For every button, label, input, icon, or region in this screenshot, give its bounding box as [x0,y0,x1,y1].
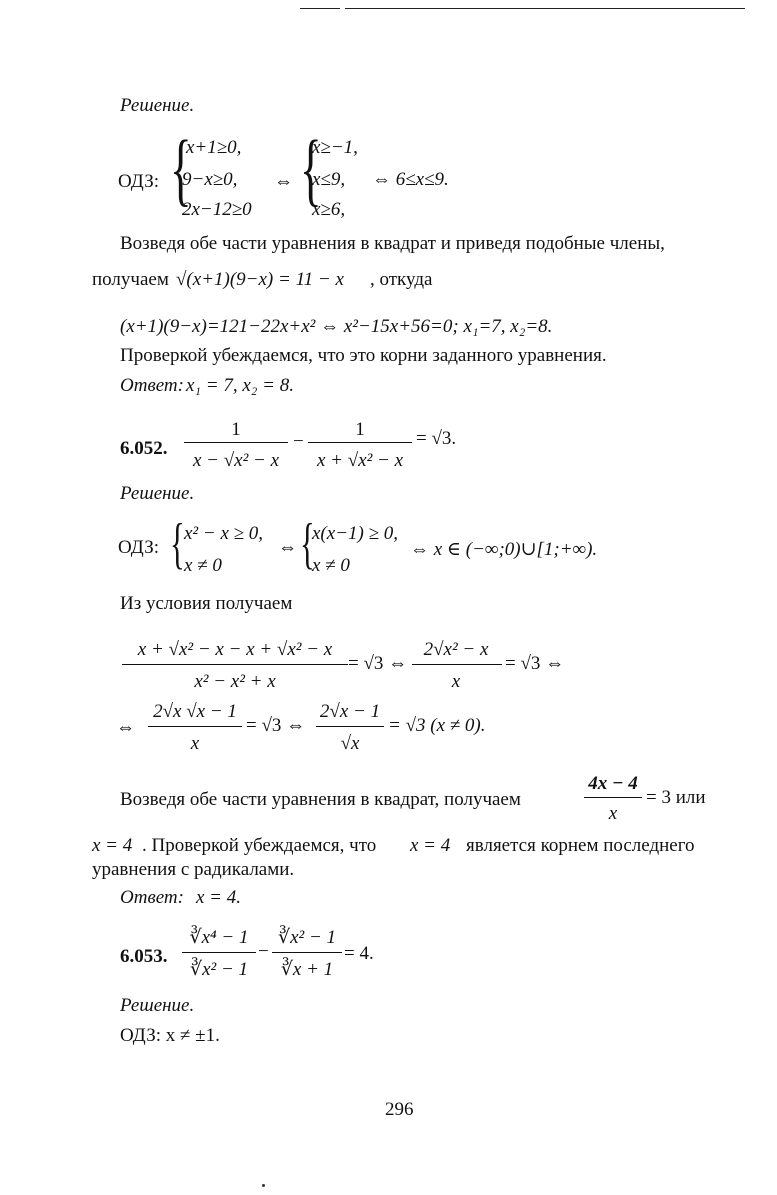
equation-rhs: = √3. [416,428,457,449]
fraction-numerator: x + √x² − x − x + √x² − x [137,639,333,660]
odz-label: ОДЗ: [118,537,160,558]
inline-value: x = 4 [410,835,451,856]
equiv-arrow: ⇔ [116,717,135,738]
paragraph: Из условия получаем [120,593,293,614]
paragraph: является корнем последнего [466,835,695,856]
equation-middle: = √3 ⇔ [246,715,306,736]
odz-condition: x ≠ 0 [184,555,222,576]
fraction-numerator: ∛x⁴ − 1 [189,927,249,948]
solution-label: Решение. [120,995,195,1016]
paragraph-prefix: получаем [92,269,169,290]
odz-label: ОДЗ: [118,171,160,192]
problem-number: 6.052. [120,438,168,459]
fraction-bar [412,664,502,665]
fraction-bar [316,726,384,727]
odz-condition: x≥6, [312,199,346,220]
odz-condition: x≥−1, [312,137,358,158]
fraction-numerator: 2√x − 1 [319,701,381,722]
fraction-denominator: x [451,671,461,692]
answer-value: x = 4. [196,887,242,908]
equation: (x+1)(9−x)=121−22x+x² ⇔ x²−15x+56=0; x₁=7, x₂=8. [120,316,553,337]
system-brace: { [170,513,185,575]
fraction-bar [272,952,342,953]
odz-statement: ОДЗ: x ≠ ±1. [120,1025,220,1046]
top-rule [300,8,340,9]
system-brace: { [300,123,322,214]
problem-number: 6.053. [120,946,168,967]
fraction-numerator: 2√x √x − 1 [153,701,237,722]
fraction-denominator: ∛x² − 1 [189,959,249,980]
odz-condition: x ≠ 0 [312,555,350,576]
paragraph: Возведя обе части уравнения в квадрат и приведя подобные члены, [120,233,665,254]
paragraph: Возведя обе части уравнения в квадрат, получаем [120,789,521,810]
paragraph-suffix: , откуда [370,269,433,290]
inline-value: x = 4 [92,835,133,856]
answer-label: Ответ: [120,887,184,908]
fraction-denominator: x + √x² − x [316,450,404,471]
fraction-denominator: x [190,733,200,754]
fraction-denominator: √x [340,733,360,754]
odz-condition: x+1≥0, [186,137,242,158]
equiv-arrow: ⇔ [274,171,293,192]
odz-result: ⇔ x ∈ (−∞;0)∪[1;+∞). [410,539,598,560]
system-brace: { [170,123,192,214]
scan-speck [262,1184,265,1187]
equation-end: = √3 (x ≠ 0). [388,715,486,736]
inline-equation: √(x+1)(9−x) = 11 − x [176,269,344,290]
odz-condition: 9−x≥0, [182,169,238,190]
minus-sign: − [293,431,304,452]
fraction-bar [122,664,348,665]
odz-condition: x² − x ≥ 0, [184,523,264,544]
fraction-numerator: 1 [355,419,365,440]
equation-middle: = √3 ⇔ [348,653,408,674]
solution-label: Решение. [120,95,195,116]
paragraph-end: = 3 или [646,787,706,808]
equiv-arrow: ⇔ [278,537,297,558]
system-brace: { [300,513,315,575]
fraction-bar [308,442,412,443]
fraction-numerator: ∛x² − 1 [277,927,337,948]
answer-label: Ответ: [120,375,184,396]
fraction-bar [148,726,242,727]
odz-result: ⇔ 6≤x≤9. [372,169,449,190]
top-rule [345,8,745,9]
answer-value: x₁ = 7, x₂ = 8. [186,375,294,396]
equation-rhs: = 4. [344,943,374,964]
solution-label: Решение. [120,483,195,504]
odz-condition: 2x−12≥0 [182,199,252,220]
fraction-bar [182,952,256,953]
odz-condition: x(x−1) ≥ 0, [312,523,399,544]
fraction-denominator: x [608,803,618,824]
fraction-bar [584,797,642,798]
fraction-bar [184,442,288,443]
odz-condition: x≤9, [312,169,346,190]
fraction-numerator: 1 [231,419,241,440]
page-number: 296 [385,1099,414,1120]
equation-end: = √3 ⇔ [505,653,565,674]
minus-sign: − [258,941,269,962]
fraction-numerator: 4x − 4 [588,773,638,794]
fraction-denominator: ∛x + 1 [280,959,334,980]
fraction-denominator: x − √x² − x [192,450,280,471]
paragraph: уравнения с радикалами. [92,859,295,880]
paragraph: . Проверкой убеждаемся, что [142,835,377,856]
paragraph: Проверкой убеждаемся, что это корни заданного уравнения. [120,345,607,366]
fraction-numerator: 2√x² − x [423,639,489,660]
fraction-denominator: x² − x² + x [194,671,276,692]
